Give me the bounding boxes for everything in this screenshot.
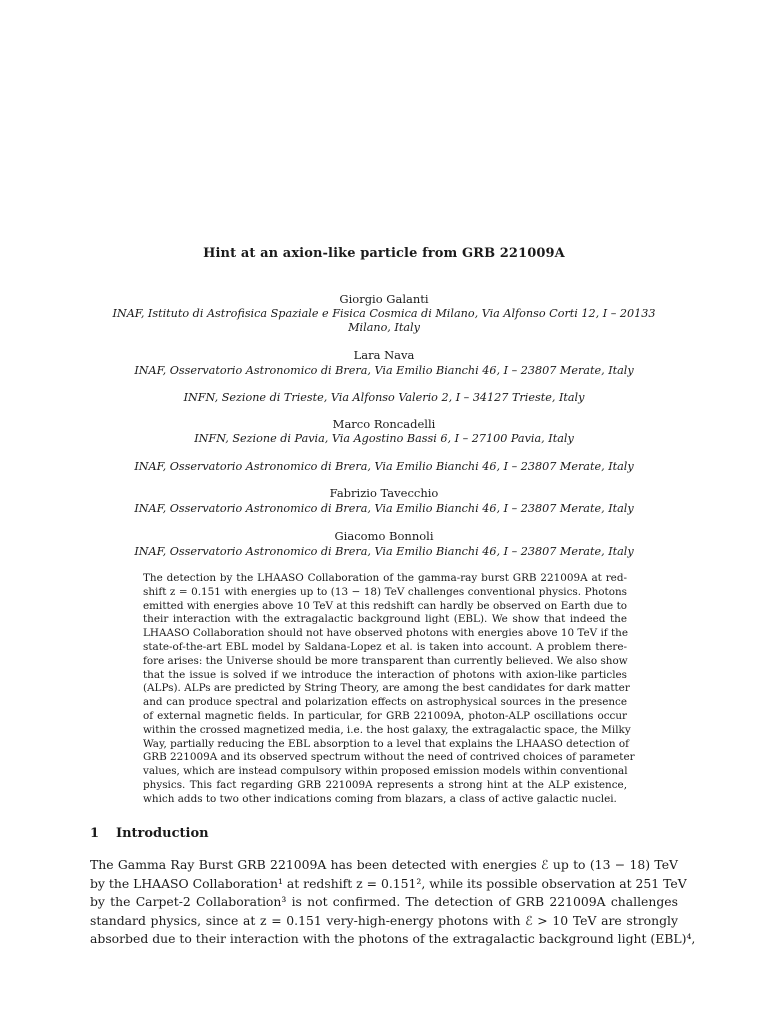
author-name-galanti: Giorgio Galanti bbox=[339, 292, 429, 306]
abstract-line: LHAASO Collaboration should not have observed photons with energies above 10 TeV if the bbox=[143, 627, 628, 640]
author-affiliation: INFN, Sezione di Trieste, Via Alfonso Valerio 2, I – 34127 Trieste, Italy bbox=[183, 391, 585, 404]
introduction-text bbox=[90, 856, 696, 949]
abstract-line: fore arises: the Universe should be more transparent than currently believed. We also show bbox=[143, 654, 628, 667]
abstract bbox=[143, 572, 635, 807]
author-affiliation: Milano, Italy bbox=[348, 321, 420, 334]
author-affiliation: INAF, Osservatorio Astronomico di Brera, Via Emilio Bianchi 46, I – 23807 Merate, Italy bbox=[134, 364, 634, 377]
abstract-line: within the crossed magnetized media, i.e. the host galaxy, the extragalactic space, the Milky bbox=[143, 723, 631, 736]
section-heading bbox=[90, 826, 209, 841]
abstract-line: (ALPs). ALPs are predicted by String Theory, are among the best candidates for dark matter bbox=[143, 682, 630, 695]
author-affiliation: INAF, Osservatorio Astronomico di Brera, Via Emilio Bianchi 46, I – 23807 Merate, Italy bbox=[134, 502, 634, 515]
author-name-bonnoli: Giacomo Bonnoli bbox=[334, 529, 434, 543]
author-affiliation: INFN, Sezione di Pavia, Via Agostino Bassi 6, I – 27100 Pavia, Italy bbox=[194, 432, 574, 445]
paper-title: Hint at an axion-like particle from GRB 221009A bbox=[203, 246, 565, 261]
abstract-line: of external magnetic fields. In particular, for GRB 221009A, photon-ALP oscillations occur bbox=[143, 709, 627, 722]
abstract-line: The detection by the LHAASO Collaboration of the gamma-ray burst GRB 221009A at red- bbox=[143, 572, 627, 584]
abstract-line: Way, partially reducing the EBL absorption to a level that explains the LHAASO detection of bbox=[143, 737, 629, 750]
abstract-line: GRB 221009A and its observed spectrum without the need of contrived choices of parameter bbox=[143, 751, 635, 764]
body-line: by the Carpet-2 Collaboration³ is not confirmed. The detection of GRB 221009A challenges bbox=[90, 894, 678, 910]
abstract-line: their interaction with the extragalactic background light (EBL). We show that indeed the bbox=[143, 613, 627, 626]
abstract-line: which adds to two other indications coming from blazars, a class of active galactic nuclei. bbox=[143, 792, 617, 805]
author-name-roncadelli: Marco Roncadelli bbox=[332, 417, 436, 431]
abstract-line: shift z = 0.151 with energies up to (13 − 18) TeV challenges conventional physics. Photons bbox=[143, 585, 627, 598]
body-line: standard physics, since at z = 0.151 very-high-energy photons with ℰ > 10 TeV are strongly bbox=[90, 912, 678, 928]
abstract-line: state-of-the-art EBL model by Saldana-Lopez et al. is taken into account. A problem there- bbox=[143, 640, 627, 653]
abstract-line: physics. This fact regarding GRB 221009A represents a strong hint at the ALP existence, bbox=[143, 778, 627, 791]
abstract-line: emitted with energies above 10 TeV at this redshift can hardly be observed on Earth due to bbox=[143, 599, 627, 612]
body-line: The Gamma Ray Burst GRB 221009A has been detected with energies ℰ up to (13 − 18) TeV bbox=[90, 857, 678, 872]
section-number: 1 bbox=[90, 826, 100, 841]
author-name-nava: Lara Nava bbox=[353, 348, 415, 362]
abstract-line: and can produce spectral and polarization effects on astrophysical sources in the presence bbox=[143, 696, 627, 709]
body-line: by the LHAASO Collaboration¹ at redshift z = 0.151², while its possible observation at 251 TeV bbox=[90, 875, 687, 891]
abstract-line: that the issue is solved if we introduce the interaction of photons with axion-like particles bbox=[143, 668, 627, 681]
author-name-tavecchio: Fabrizio Tavecchio bbox=[329, 486, 439, 500]
abstract-line: values, which are instead compulsory within proposed emission models within conventional bbox=[143, 765, 628, 778]
author-affiliation: INAF, Osservatorio Astronomico di Brera, Via Emilio Bianchi 46, I – 23807 Merate, Italy bbox=[134, 545, 634, 558]
author-affiliation: INAF, Istituto di Astrofisica Spaziale e Fisica Cosmica di Milano, Via Alfonso Corti 12, I – 20133 bbox=[112, 307, 656, 320]
author-affiliation: INAF, Osservatorio Astronomico di Brera, Via Emilio Bianchi 46, I – 23807 Merate, Italy bbox=[134, 460, 634, 473]
section-title: Introduction bbox=[116, 826, 209, 841]
body-line: absorbed due to their interaction with the photons of the extragalactic background light (EBL)⁴, bbox=[90, 931, 696, 947]
